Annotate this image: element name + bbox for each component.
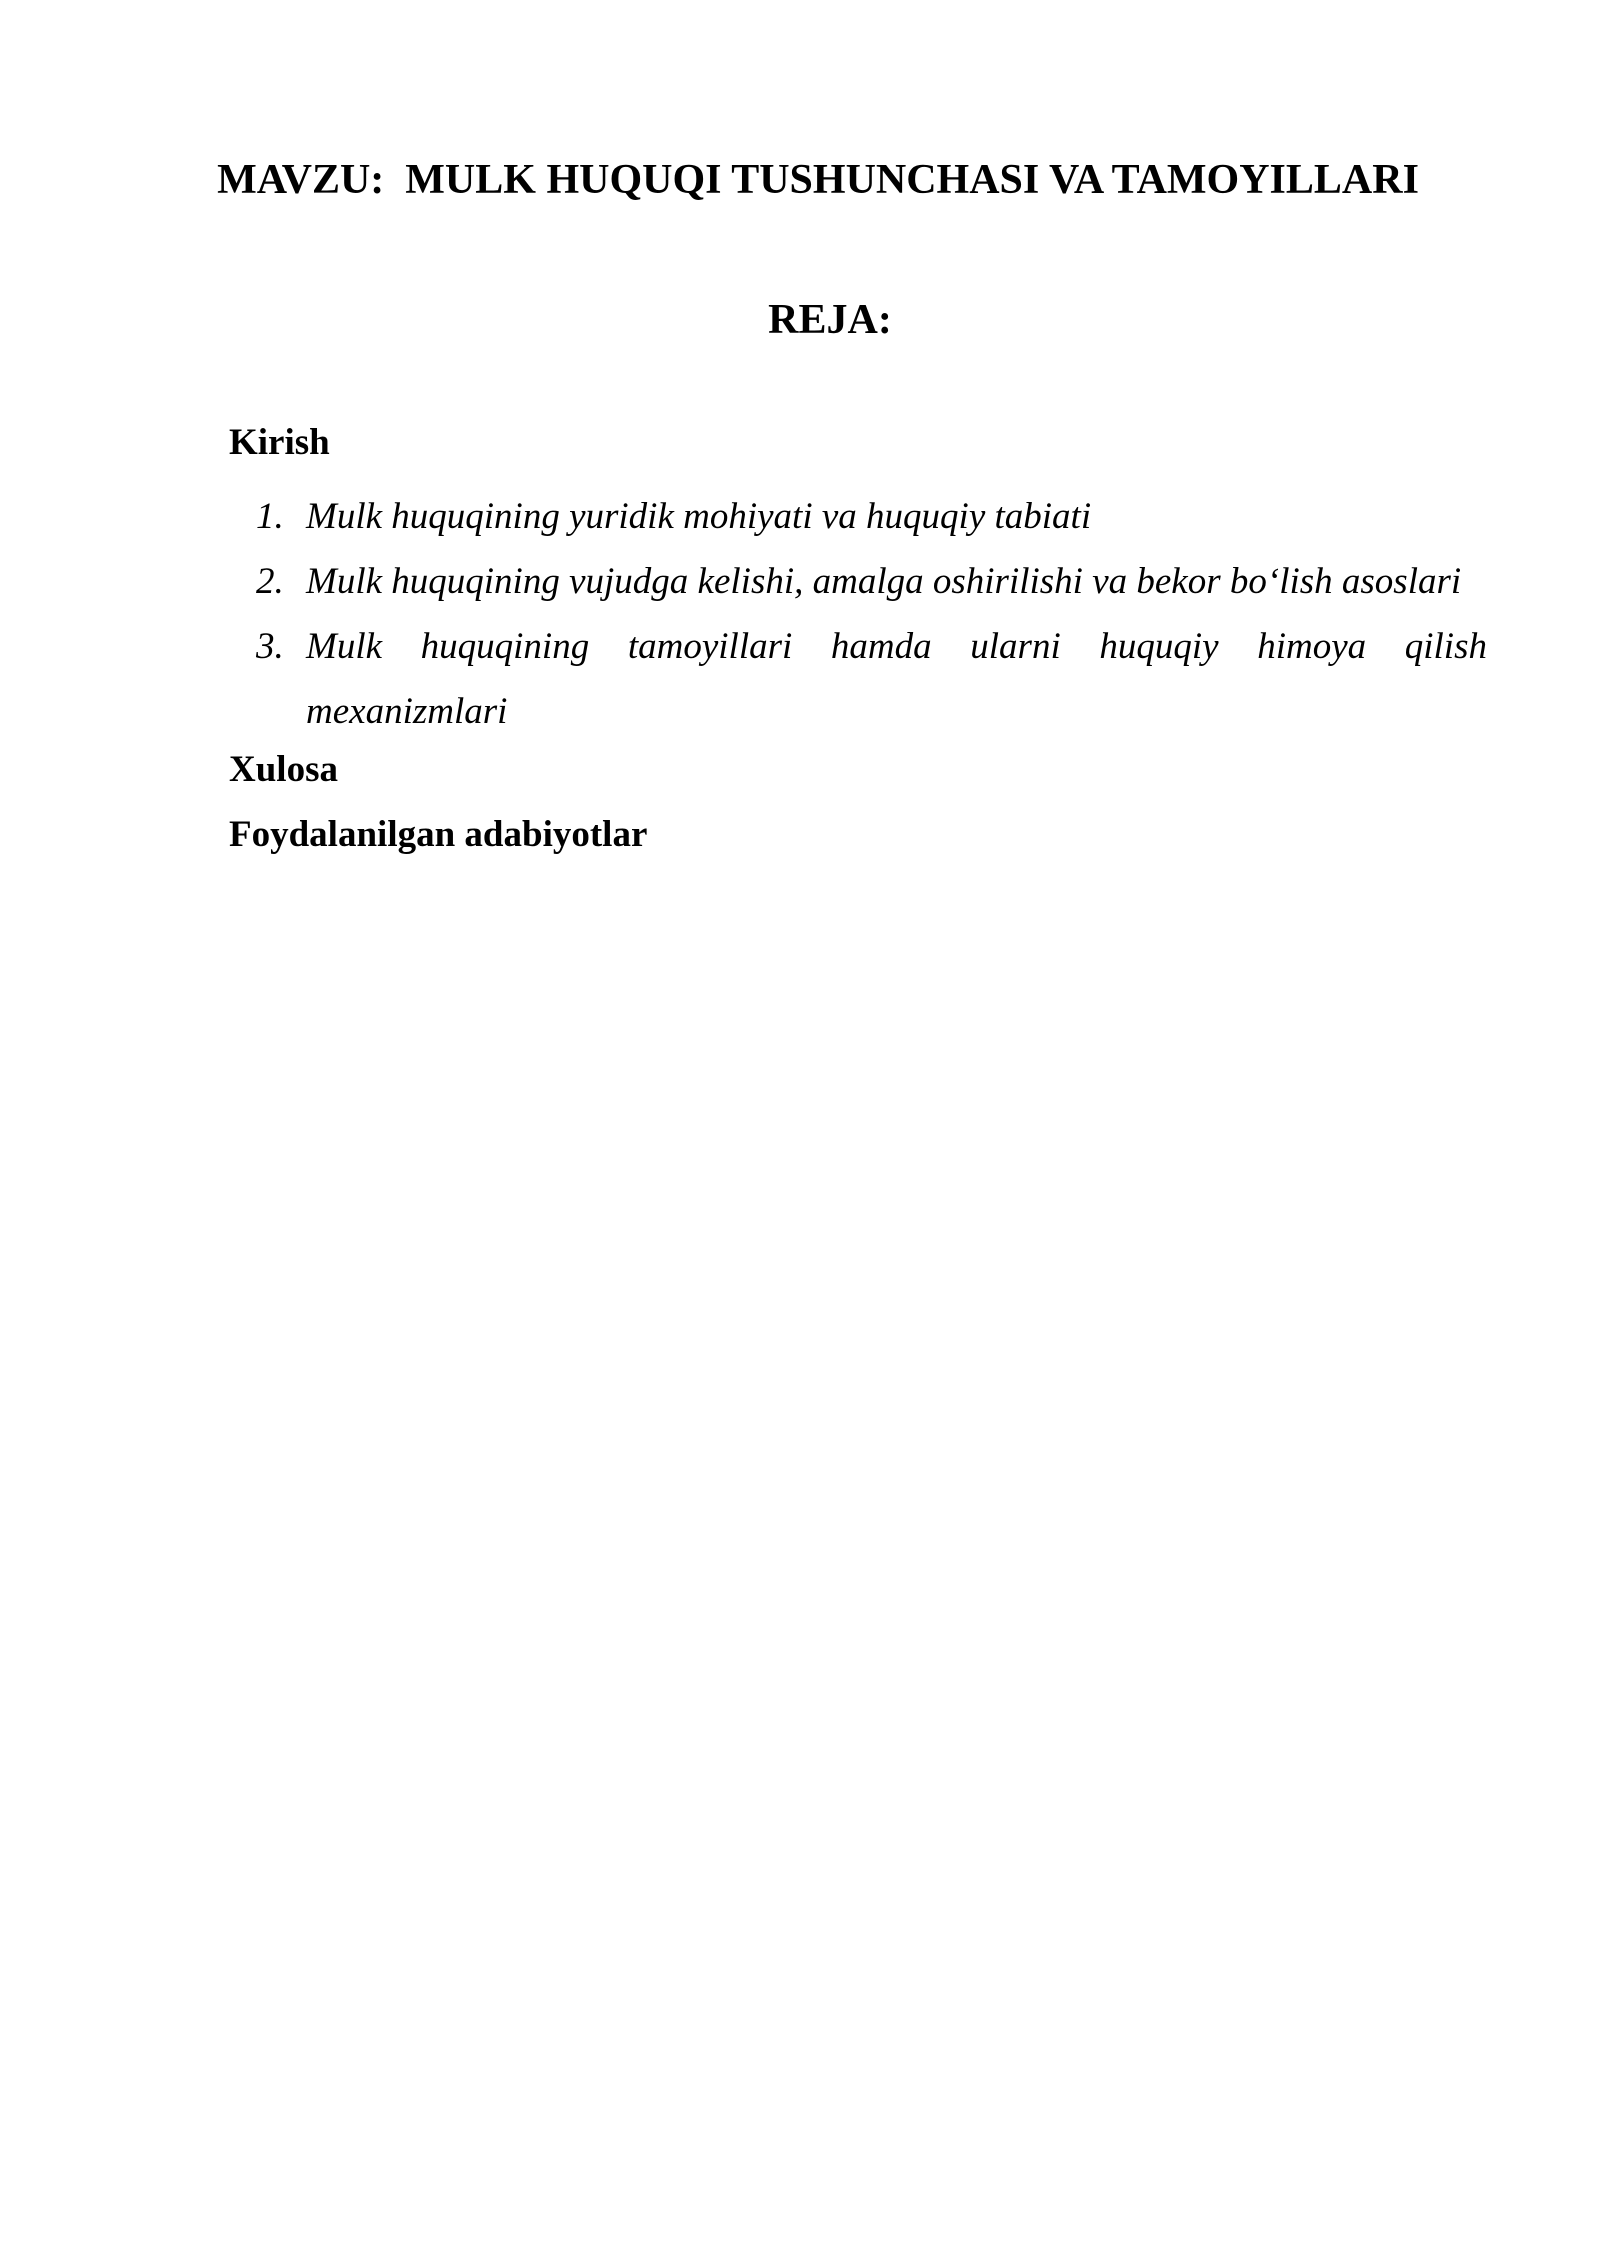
plan-list (229, 484, 1487, 744)
plan-item-text: Mulk huquqining tamoyillari hamda ularni huquqiy himoya qilish mexanizmlari (306, 626, 1487, 732)
document-title: MAVZU: MULK HUQUQI TUSHUNCHASI VA TAMOYILLARI (217, 157, 1419, 203)
plan-item (229, 614, 1487, 744)
plan-item (229, 549, 1487, 614)
plan-item-number: 2. (256, 561, 284, 602)
plan-item (229, 484, 1487, 549)
plan-item-text: Mulk huquqining yuridik mohiyati va huquqiy tabiati (306, 496, 1092, 537)
intro-heading: Kirish (229, 422, 330, 463)
references-heading: Foydalanilgan adabiyotlar (229, 814, 648, 855)
plan-item-number: 3. (256, 626, 284, 667)
plan-heading: REJA: (768, 297, 892, 343)
plan-item-number: 1. (256, 496, 284, 537)
conclusion-heading: Xulosa (229, 749, 338, 790)
plan-item-text: Mulk huquqining vujudga kelishi, amalga oshirilishi va bekor bo‘lish asoslari (306, 561, 1462, 602)
